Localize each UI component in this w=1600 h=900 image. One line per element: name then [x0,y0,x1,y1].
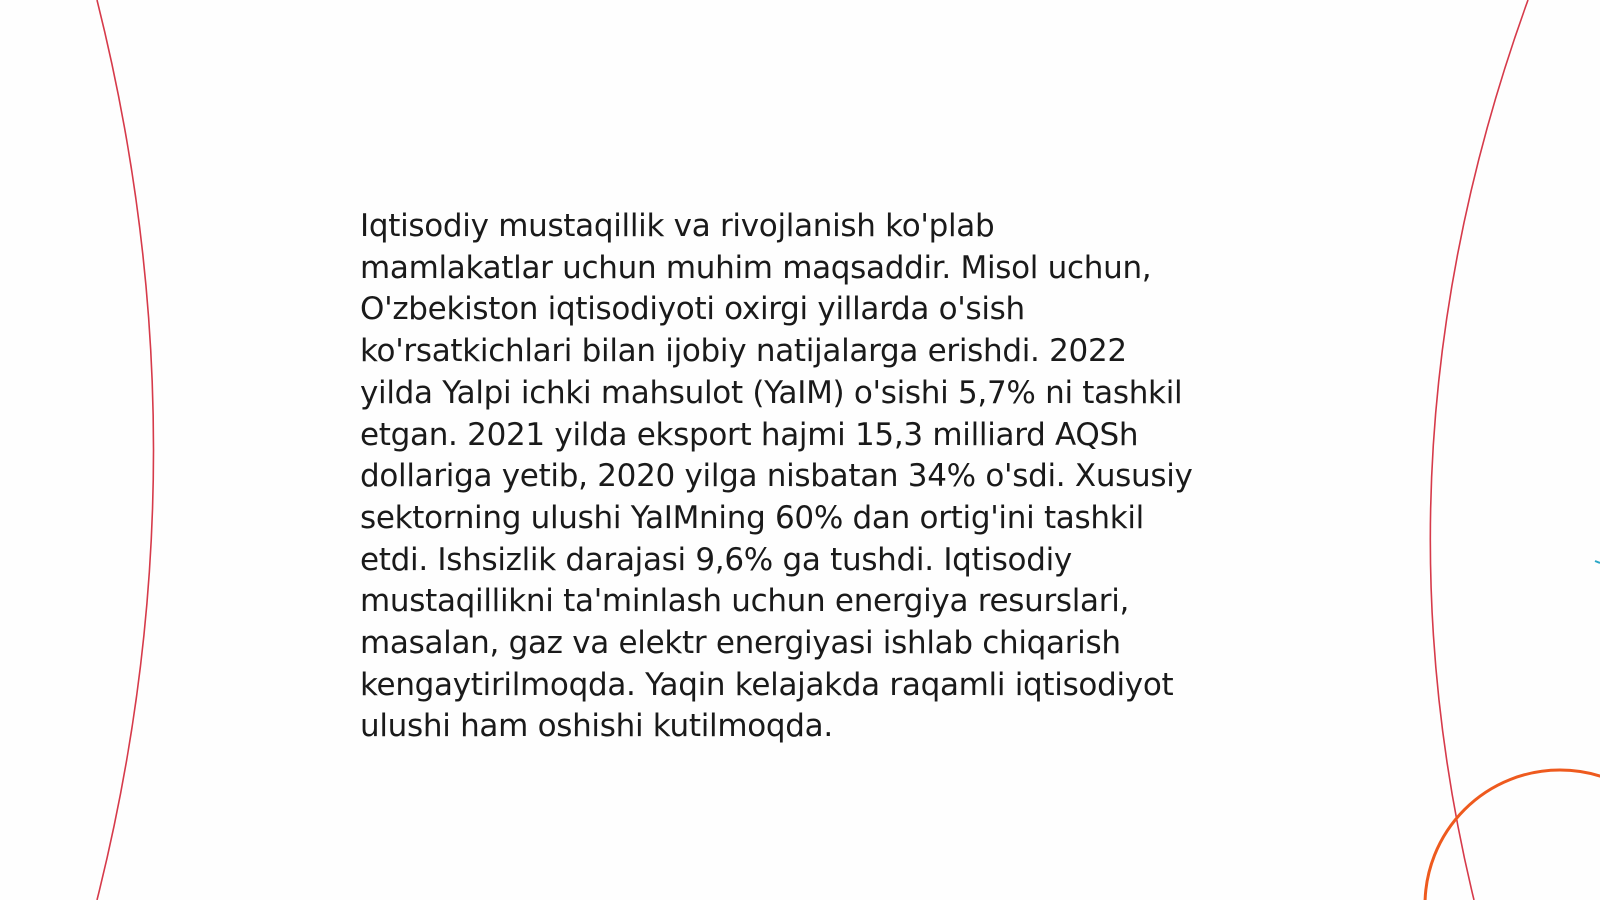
teal-accent-decoration [1595,561,1600,563]
left-curve-decoration [97,0,154,900]
right-curve-decoration [1430,0,1528,900]
body-paragraph: Iqtisodiy mustaqillik va rivojlanish ko'plab mamlakatlar uchun muhim maqsaddir. Misol uchun, O'zbekiston iqtisodiyoti oxirgi yillarda o'sish ko'rsatkichlari bilan ijobiy natijalarga erishdi. 2022 yilda Yalpi ichki mahsulot (YaIM) o'sishi 5,7% ni tashkil etgan. 2021 yilda eksport hajmi 15,3 milliard AQSh dollariga yetib, 2020 yilga nisbatan 34% o'sdi. Xususiy sektorning ulushi YaIMning 60% dan ortig'ini tashkil etdi. Ishsizlik darajasi 9,6% ga tushdi. Iqtisodiy mustaqillikni ta'minlash uchun energiya resurslari, masalan, gaz va elektr energiyasi ishlab chiqarish kengaytirilmoqda. Yaqin kelajakda raqamli iqtisodiyot ulushi ham oshishi kutilmoqda. [360,208,1193,745]
